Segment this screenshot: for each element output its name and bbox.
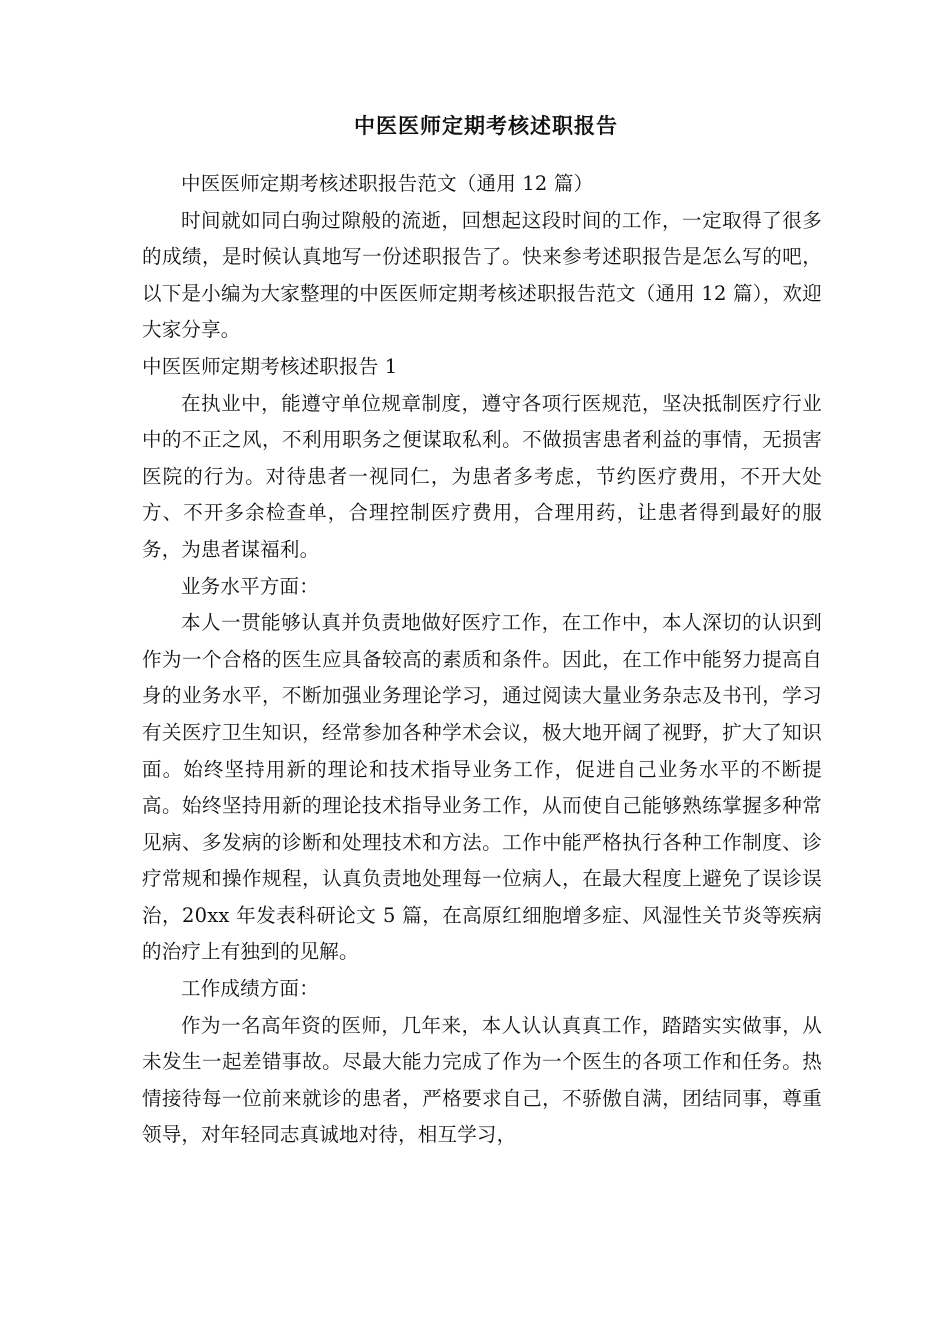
- paragraph-business-level: 本人一贯能够认真并负责地做好医疗工作，在工作中，本人深切的认识到作为一个合格的医生应具备较高的素质和条件。因此，在工作中能努力提高自身的业务水平，不断加强业务理论学习，通过阅读大量业务杂志及书刊，学习有关医疗卫生知识，经常参加各种学术会议，极大地开阔了视野，扩大了知识面。始终坚持用新的理论和技术指导业务工作，促进自己业务水平的不断提高。始终坚持用新的理论技术指导业务工作，从而使自己能够熟练掌握多种常见病、多发病的诊断和处理技术和方法。工作中能严格执行各种工作制度、诊疗常规和操作规程，认真负责地处理每一位病人，在最大程度上避免了误诊误治，20xx 年发表科研论文 5 篇，在高原红细胞增多症、风湿性关节炎等疾病的治疗上有独到的见解。: [142, 611, 822, 964]
- subheading-business-level: 业务水平方面：: [181, 574, 319, 598]
- paragraph-conduct: 在执业中，能遵守单位规章制度，遵守各项行医规范，坚决抵制医疗行业中的不正之风，不利用职务之便谋取私利。不做损害患者利益的事情，无损害医院的行为。对待患者一视同仁，为患者多考虑，节约医疗费用，不开大处方、不开多余检查单，合理控制医疗费用，合理用药，让患者得到最好的服务，为患者谋福利。: [142, 391, 822, 561]
- paragraph-subtitle: 中医医师定期考核述职报告范文（通用 12 篇）: [181, 172, 594, 195]
- paragraph-work-achievements: 作为一名高年资的医师，几年来，本人认认真真工作，踏踏实实做事，从未发生一起差错事故。尽最大能力完成了作为一个医生的各项工作和任务。热情接待每一位前来就诊的患者，严格要求自己，不骄傲自满，团结同事，尊重领导，对年轻同志真诚地对待，相互学习，: [142, 1013, 822, 1147]
- document-title: 中医医师定期考核述职报告: [354, 113, 618, 138]
- document-body: [142, 166, 822, 1154]
- subheading-work-achievements: 工作成绩方面：: [181, 977, 319, 1001]
- paragraph-intro: 时间就如同白驹过隙般的流逝，回想起这段时间的工作，一定取得了很多的成绩，是时候认真地写一份述职报告了。快来参考述职报告是怎么写的吧，以下是小编为大家整理的中医医师定期考核述职报告范文（通用 12 篇），欢迎大家分享。: [142, 208, 822, 342]
- section-heading-report-1: 中医医师定期考核述职报告 1: [142, 354, 398, 378]
